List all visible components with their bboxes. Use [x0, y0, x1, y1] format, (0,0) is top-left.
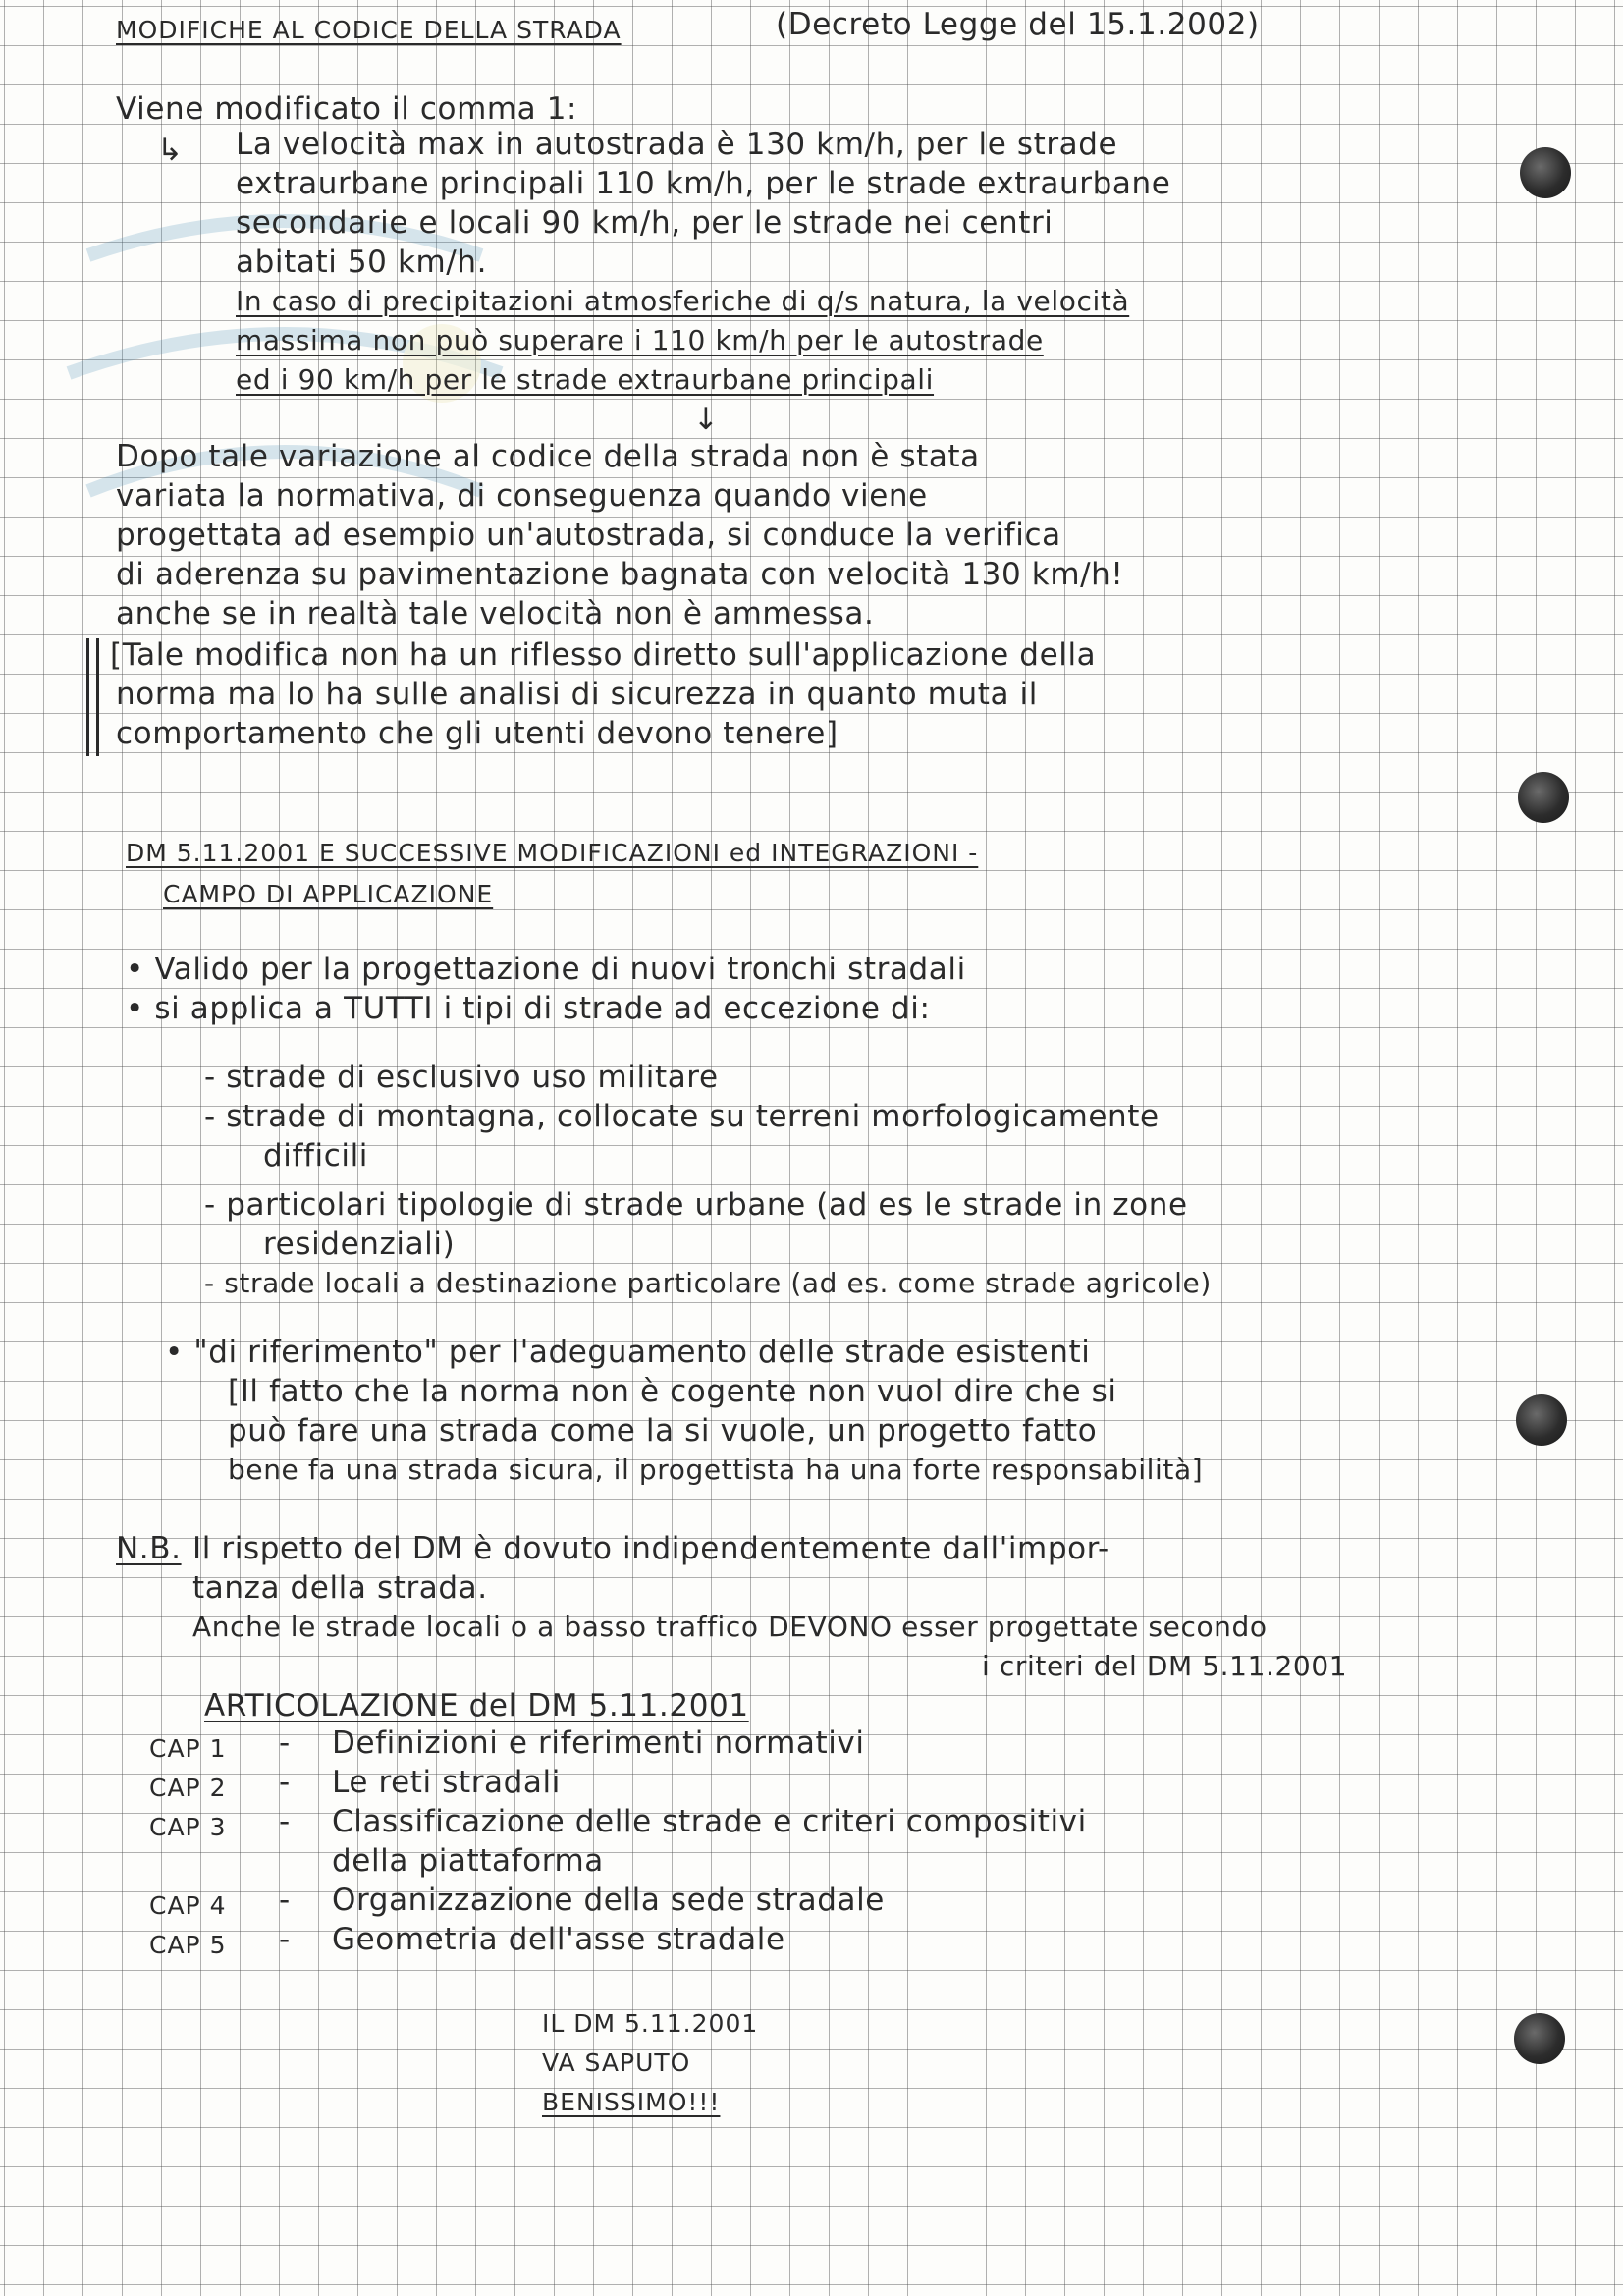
chapter-3-title-cont: della piattaforma — [332, 1843, 604, 1879]
chapter-4-title: Organizzazione della sede stradale — [332, 1883, 885, 1918]
after-line-1: Dopo tale variazione al codice della strada non è stata — [116, 439, 980, 474]
bullet-1: • Valido per la progettazione di nuovi tronchi stradali — [126, 952, 966, 987]
after-line-2: variata la normativa, di conseguenza quando viene — [116, 478, 928, 514]
section2-heading: DM 5.11.2001 E SUCCESSIVE MODIFICAZIONI ed INTEGRAZIONI - — [126, 839, 979, 867]
section2-subheading: CAMPO DI APPLICAZIONE — [163, 880, 494, 908]
down-arrow-icon: ↓ — [693, 402, 720, 437]
chapter-3-title: Classificazione delle strade e criteri compositivi — [332, 1804, 1087, 1839]
reference-line-3: bene fa una strada sicura, il progettista ha una forte responsabilità] — [228, 1453, 1204, 1486]
speed-line-3: secondarie e locali 90 km/h, per le strade nei centri — [236, 205, 1054, 241]
chapter-4-dash: - — [279, 1883, 291, 1918]
exception-4: - strade locali a destinazione particolare (ad es. come strade agricole) — [204, 1267, 1212, 1299]
closing-line-3: BENISSIMO!!! — [542, 2088, 721, 2116]
chapter-4-number: CAP 4 — [149, 1891, 227, 1920]
rain-line-2: massima non può superare i 110 km/h per le autostrade — [236, 324, 1044, 356]
speed-line-1: La velocità max in autostrada è 130 km/h, per le strade — [236, 127, 1118, 162]
speed-line-2: extraurbane principali 110 km/h, per le strade extraurbane — [236, 166, 1171, 201]
nb-line-1: Il rispetto del DM è dovuto indipendentemente dall'impor- — [192, 1531, 1109, 1566]
punch-hole-1 — [1520, 147, 1571, 198]
reference-line-1: [Il fatto che la norma non è cogente non vuol dire che si — [228, 1374, 1117, 1409]
closing-line-2: VA SAPUTO — [542, 2049, 691, 2077]
punch-hole-4 — [1514, 2013, 1565, 2064]
after-line-3: progettata ad esempio un'autostrada, si conduce la verifica — [116, 518, 1061, 553]
chapter-5-number: CAP 5 — [149, 1931, 227, 1959]
nb-line-4: i criteri del DM 5.11.2001 — [982, 1650, 1348, 1682]
chapter-2-dash: - — [279, 1765, 291, 1800]
bracket-line-2: norma ma lo ha sulle analisi di sicurezza in quanto muta il — [116, 677, 1038, 712]
punch-hole-3 — [1516, 1394, 1567, 1446]
nb-line-3: Anche le strade locali o a basso traffico DEVONO esser progettate secondo — [192, 1611, 1268, 1643]
arrow-icon: ↳ — [157, 133, 184, 168]
nb-line-2: tanza della strada. — [192, 1570, 488, 1606]
chapter-3-number: CAP 3 — [149, 1813, 227, 1841]
rain-line-3: ed i 90 km/h per le strade extraurbane principali — [236, 363, 935, 396]
section1-intro: Viene modificato il comma 1: — [116, 91, 578, 127]
exception-2-cont: difficili — [263, 1138, 369, 1174]
bullet-2: • si applica a TUTTI i tipi di strade ad eccezione di: — [126, 991, 931, 1026]
chapter-1-number: CAP 1 — [149, 1734, 227, 1763]
exception-2: - strade di montagna, collocate su terreni morfologicamente — [204, 1099, 1160, 1134]
chapter-5-dash: - — [279, 1922, 291, 1957]
punch-hole-2 — [1518, 772, 1569, 823]
nb-label: N.B. — [116, 1531, 182, 1566]
rain-line-1: In caso di precipitazioni atmosferiche di q/s natura, la velocità — [236, 285, 1130, 317]
bracket-line-1: [Tale modifica non ha un riflesso diretto sull'applicazione della — [110, 637, 1097, 673]
reference-bullet: • "di riferimento" per l'adeguamento delle strade esistenti — [165, 1335, 1091, 1370]
decree-reference: (Decreto Legge del 15.1.2002) — [776, 7, 1260, 42]
chapter-1-title: Definizioni e riferimenti normativi — [332, 1725, 865, 1761]
bracket-line-3: comportamento che gli utenti devono tenere] — [116, 716, 839, 751]
exception-1: - strade di esclusivo uso militare — [204, 1060, 719, 1095]
exception-3-cont: residenziali) — [263, 1227, 456, 1262]
margin-bar-1 — [86, 638, 89, 756]
speed-line-4: abitati 50 km/h. — [236, 245, 488, 280]
articolazione-heading: ARTICOLAZIONE del DM 5.11.2001 — [204, 1688, 749, 1723]
margin-bar-2 — [96, 638, 99, 756]
closing-line-1: IL DM 5.11.2001 — [542, 2009, 759, 2038]
chapter-5-title: Geometria dell'asse stradale — [332, 1922, 785, 1957]
exception-3: - particolari tipologie di strade urbane (ad es le strade in zone — [204, 1187, 1188, 1223]
page-title: MODIFICHE AL CODICE DELLA STRADA — [116, 16, 622, 44]
chapter-2-title: Le reti stradali — [332, 1765, 561, 1800]
chapter-3-dash: - — [279, 1804, 291, 1839]
after-line-5: anche se in realtà tale velocità non è ammessa. — [116, 596, 875, 631]
after-line-4: di aderenza su pavimentazione bagnata con velocità 130 km/h! — [116, 557, 1124, 592]
chapter-2-number: CAP 2 — [149, 1774, 227, 1802]
chapter-1-dash: - — [279, 1725, 291, 1761]
reference-line-2: può fare una strada come la si vuole, un progetto fatto — [228, 1413, 1098, 1449]
